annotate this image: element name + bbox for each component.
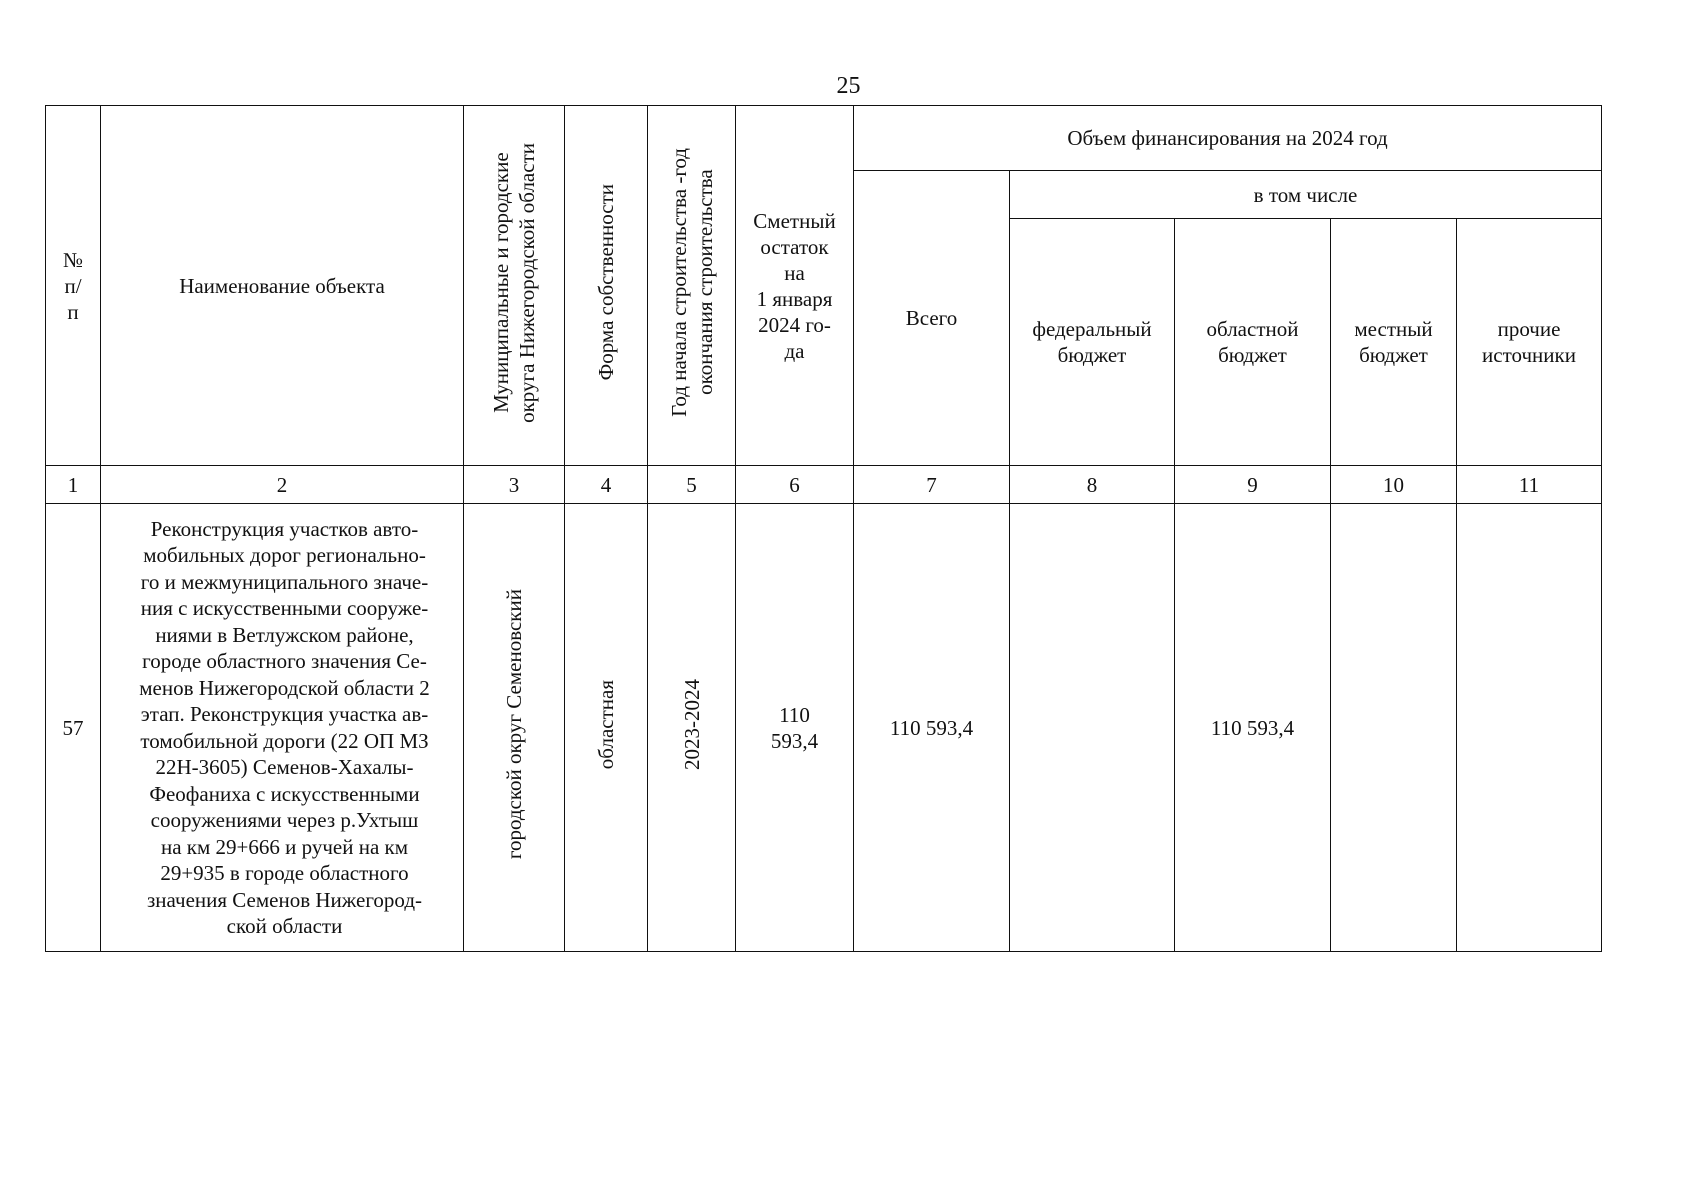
financing-table — [45, 105, 1602, 952]
column-number: 10 — [1331, 466, 1457, 504]
column-number: 1 — [46, 466, 101, 504]
header-federal: федеральный бюджет — [1010, 219, 1175, 466]
table-row — [46, 504, 1602, 952]
column-number: 6 — [736, 466, 854, 504]
header-years: Год начала строительства -год окончания строительства — [666, 148, 717, 417]
row-ownership-cell — [565, 504, 648, 952]
header-including: в том числе — [1010, 171, 1602, 219]
row-federal — [1010, 504, 1175, 952]
header-regional: областной бюджет — [1175, 219, 1331, 466]
column-number: 8 — [1010, 466, 1175, 504]
row-regional: 110 593,4 — [1175, 504, 1331, 952]
column-number: 5 — [648, 466, 736, 504]
header-estimate: Сметный остаток на 1 января 2024 го- да — [736, 106, 854, 466]
row-municipal-cell — [464, 504, 565, 952]
header-ownership: Форма собственности — [594, 184, 618, 381]
row-municipal: городской округ Семеновский — [502, 589, 526, 860]
header-ownership-cell — [565, 106, 648, 466]
row-ownership: областная — [594, 679, 618, 770]
row-num: 57 — [46, 504, 101, 952]
header-local: местный бюджет — [1331, 219, 1457, 466]
header-total: Всего — [854, 171, 1010, 466]
column-number: 3 — [464, 466, 565, 504]
header-financing: Объем финансирования на 2024 год — [854, 106, 1602, 171]
column-number: 4 — [565, 466, 648, 504]
header-years-cell — [648, 106, 736, 466]
header-object-name: Наименование объекта — [101, 106, 464, 466]
column-number: 11 — [1457, 466, 1602, 504]
header-municipal: Муниципальные и городские округа Нижегородской области — [489, 142, 539, 423]
row-years: 2023-2024 — [679, 679, 704, 770]
row-other — [1457, 504, 1602, 952]
row-estimate: 110 593,4 — [736, 504, 854, 952]
row-total: 110 593,4 — [854, 504, 1010, 952]
page-number: 25 — [836, 73, 861, 99]
row-local — [1331, 504, 1457, 952]
row-object-name: Реконструкция участков авто- мобильных дорог регионально- го и межмуниципального значе- ния с искусственными сооруже- ниями в Ветлужском районе, городе областного значения Се- менов Нижегородской области 2 этап. Реконструкция участка ав- томобильной дороги (22 ОП МЗ 22Н-3605) Семенов-Хахалы- Феофаниха с искусственными сооружениями через р.Ухтыш на км 29+666 и ручей на км 29+935 в городе областного значения Семенов Нижегород- ской области — [101, 504, 464, 952]
row-years-cell — [648, 504, 736, 952]
column-numbers-row — [46, 466, 1602, 504]
header-row-1 — [46, 106, 1602, 171]
header-num: № п/ п — [46, 106, 101, 466]
column-number: 9 — [1175, 466, 1331, 504]
column-number: 2 — [101, 466, 464, 504]
header-municipal-cell — [464, 106, 565, 466]
column-number: 7 — [854, 466, 1010, 504]
header-other: прочие источники — [1457, 219, 1602, 466]
